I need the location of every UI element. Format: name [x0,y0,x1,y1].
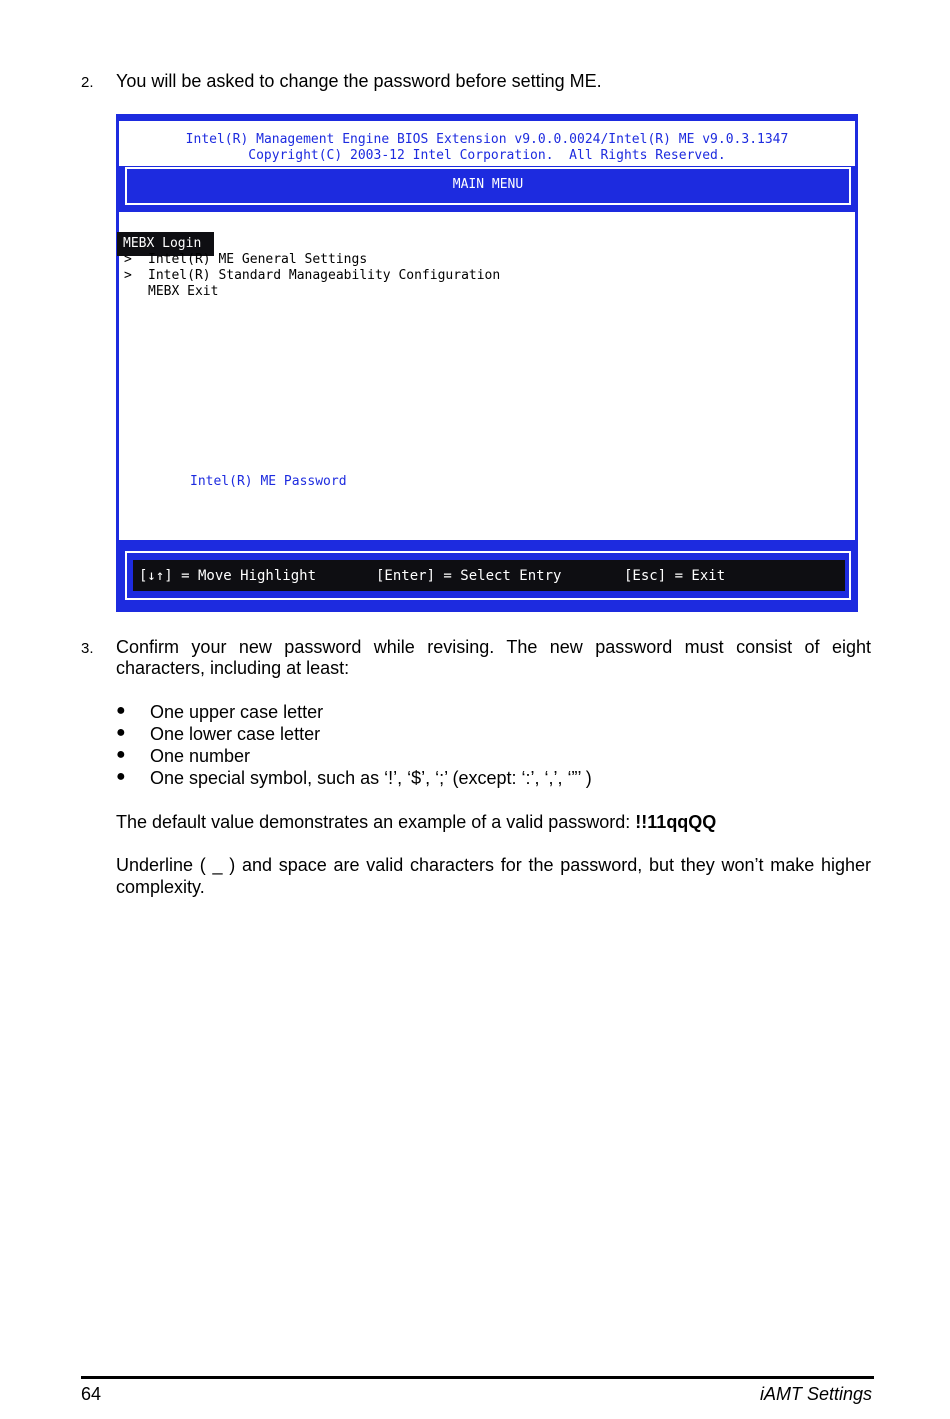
default-password-text: The default value demonstrates an example of a valid password: [116,812,636,832]
step-3-line-1: Confirm your new password while revising. The new password must consist of eight [116,637,871,657]
main-menu-bar [125,167,851,205]
key-help-exit: [Esc] = Exit [624,568,726,584]
key-help-select: [Enter] = Select Entry [376,568,562,584]
list-item: One upper case letter [150,702,324,722]
menu-item-manageability-config[interactable]: Intel(R) Standard Manageability Configuration [148,268,501,283]
menu-item-general-settings[interactable]: Intel(R) ME General Settings [148,252,368,267]
bullet-dot-icon: ● [116,702,126,719]
list-item: One special symbol, such as ‘!’, ‘$’, ‘;’ (except: ‘:’, ‘,’, ‘”’ ) [150,768,592,788]
list-item: One number [150,746,251,766]
bios-copyright: Copyright(C) 2003-12 Intel Corporation. All Rights Reserved. [248,148,726,163]
menu-item-mebx-login[interactable]: MEBX Login [117,232,214,256]
footer-rule [81,1376,874,1379]
main-menu-title: MAIN MENU [452,177,524,192]
step-number: 2. [81,74,94,91]
key-help-move: [↓↑] = Move Highlight [139,568,317,584]
bullet-dot-icon: ● [116,746,126,763]
me-password-label: Intel(R) ME Password [190,474,347,489]
mebx-screenshot [116,114,858,612]
default-password-note [116,811,716,833]
bios-title: Intel(R) Management Engine BIOS Extension v9.0.0.0024/Intel(R) ME v9.0.3.1347 [185,132,789,147]
step-3-line-2: characters, including at least: [116,658,350,678]
key-help-bar [133,560,845,591]
submenu-arrow: > [124,252,132,267]
page-number: 64 [81,1384,102,1404]
step-2-text: You will be asked to change the password before setting ME. [116,71,602,91]
list-item: One lower case letter [150,724,321,744]
step-number: 3. [81,640,94,657]
bios-footer [125,551,851,600]
bios-header [119,121,855,166]
bullet-dot-icon: ● [116,768,126,785]
submenu-arrow: > [124,268,132,283]
default-password-value: !!11qqQQ [635,812,717,832]
underline-note-line-1: Underline ( _ ) and space are valid characters for the password, but they won’t make higher [116,855,871,875]
section-title: iAMT Settings [759,1384,872,1404]
underline-note-line-2: complexity. [116,877,205,897]
menu-item-mebx-exit[interactable]: MEBX Exit [148,284,219,299]
bullet-dot-icon: ● [116,724,126,741]
